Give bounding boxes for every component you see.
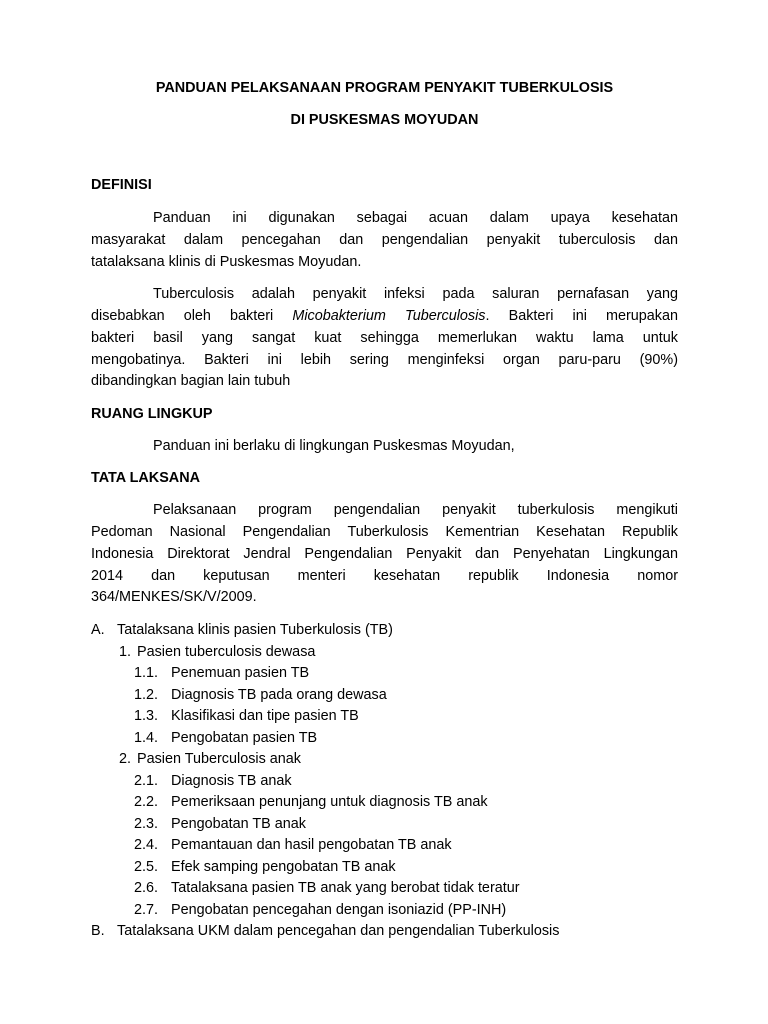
document-subtitle: DI PUSKESMAS MOYUDAN [290, 112, 479, 128]
list-label: 2.3. [134, 816, 159, 832]
list-item: Pasien Tuberculosis anak [137, 751, 301, 767]
list-item: Diagnosis TB pada orang dewasa [171, 687, 387, 703]
list-item: Pengobatan pasien TB [171, 730, 318, 746]
list-label: 1.3. [134, 708, 159, 724]
paragraph-line: dibandingkan bagian lain tubuh [91, 373, 291, 389]
text-run: . Bakteri ini merupakan [485, 308, 678, 324]
list-label: B. [91, 923, 105, 939]
paragraph-line: Indonesia Direktorat Jendral Pengendalian Penyakit dan Penyehatan Lingkungan [91, 546, 678, 562]
paragraph-line: masyarakat dalam pencegahan dan pengendalian penyakit tuberculosis dan [91, 232, 678, 248]
paragraph-line: 364/MENKES/SK/V/2009. [91, 589, 257, 605]
list-label: 1.4. [134, 730, 159, 746]
list-label: 2.6. [134, 880, 159, 896]
list-item: Pengobatan pencegahan dengan isoniazid (PP-INH) [171, 902, 507, 918]
list-label: 1.2. [134, 687, 159, 703]
italic-text-run: Micobakterium Tuberculosis [292, 308, 486, 324]
list-label: 2.7. [134, 902, 159, 918]
list-label: 2. [119, 751, 132, 767]
text-run: disebabkan oleh bakteri [91, 308, 293, 324]
section-heading-definisi: DEFINISI [91, 177, 152, 193]
paragraph-line [91, 305, 678, 327]
list-item: Efek samping pengobatan TB anak [171, 859, 396, 875]
list-label: 1. [119, 644, 132, 660]
list-item: Tatalaksana pasien TB anak yang berobat tidak teratur [171, 880, 520, 896]
list-label: 2.2. [134, 794, 159, 810]
list-item: Pemeriksaan penunjang untuk diagnosis TB anak [171, 794, 488, 810]
list-item: Klasifikasi dan tipe pasien TB [171, 708, 359, 724]
paragraph-line: Pedoman Nasional Pengendalian Tuberkulosis Kementrian Kesehatan Republik [91, 524, 678, 540]
list-label: A. [91, 622, 105, 638]
paragraph-line: Panduan ini digunakan sebagai acuan dalam upaya kesehatan [153, 210, 678, 226]
list-item: Penemuan pasien TB [171, 665, 310, 681]
paragraph-line: mengobatinya. Bakteri ini lebih sering menginfeksi organ paru-paru (90%) [91, 352, 678, 368]
list-label: 2.1. [134, 773, 159, 789]
paragraph-line: bakteri basil yang sangat kuat sehingga memerlukan waktu lama untuk [91, 330, 678, 346]
section-heading-ruang-lingkup: RUANG LINGKUP [91, 406, 213, 422]
list-item: Tatalaksana klinis pasien Tuberkulosis (TB) [117, 622, 393, 638]
list-item: Pasien tuberculosis dewasa [137, 644, 316, 660]
paragraph-line: tatalaksana klinis di Puskesmas Moyudan. [91, 254, 362, 270]
paragraph-line: Panduan ini berlaku di lingkungan Puskesmas Moyudan, [153, 438, 515, 454]
list-item: Diagnosis TB anak [171, 773, 292, 789]
list-item: Tatalaksana UKM dalam pencegahan dan pengendalian Tuberkulosis [117, 923, 560, 939]
list-label: 2.5. [134, 859, 159, 875]
document-title: PANDUAN PELAKSANAAN PROGRAM PENYAKIT TUBERKULOSIS [155, 80, 614, 96]
paragraph-line: Pelaksanaan program pengendalian penyakit tuberkulosis mengikuti [153, 502, 678, 518]
section-heading-tata-laksana: TATA LAKSANA [91, 470, 200, 486]
paragraph-line: Tuberculosis adalah penyakit infeksi pada saluran pernafasan yang [153, 286, 678, 302]
list-item: Pengobatan TB anak [171, 816, 306, 832]
list-item: Pemantauan dan hasil pengobatan TB anak [171, 837, 452, 853]
list-label: 1.1. [134, 665, 159, 681]
paragraph-line: 2014 dan keputusan menteri kesehatan republik Indonesia nomor [91, 568, 678, 584]
list-label: 2.4. [134, 837, 159, 853]
